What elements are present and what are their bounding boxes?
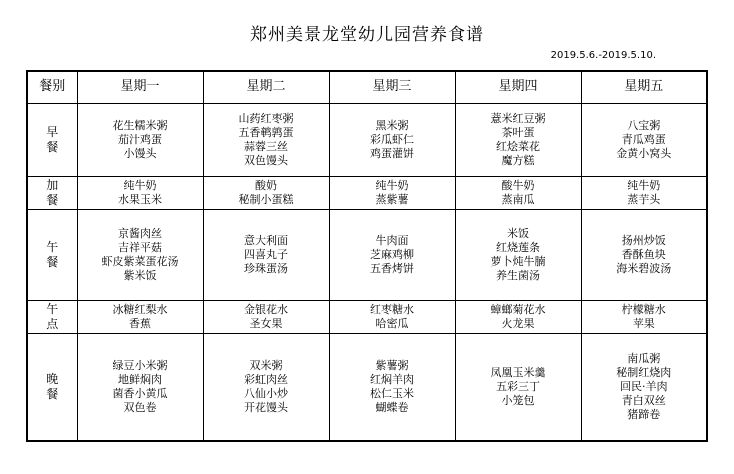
dish-item: 苹果 xyxy=(632,316,655,330)
dish-item: 芝麻鸡柳 xyxy=(370,247,414,261)
dish-list xyxy=(370,303,414,331)
meal-label xyxy=(28,178,77,208)
menu-cell-monday xyxy=(77,176,203,209)
menu-cell-monday xyxy=(77,300,203,333)
meal-label-char: 餐 xyxy=(46,192,59,207)
menu-cell-friday xyxy=(581,209,707,300)
meal-label-char: 餐 xyxy=(46,386,59,401)
dish-item: 猪蹄卷 xyxy=(627,407,661,421)
day-header-friday: 星期五 xyxy=(581,71,707,103)
dish-item: 萝卜炖牛腩 xyxy=(490,254,546,268)
dish-item: 红烧莲条 xyxy=(496,240,540,254)
dish-item: 酸牛奶 xyxy=(501,178,535,192)
dish-item: 魔方糕 xyxy=(501,153,535,167)
dish-item: 彩瓜虾仁 xyxy=(370,132,414,146)
dish-item: 青白双丝 xyxy=(621,393,666,407)
meal-label-char: 餐 xyxy=(46,254,59,269)
meal-label-cell xyxy=(27,103,77,176)
menu-cell-friday xyxy=(581,103,707,176)
meal-label-cell xyxy=(27,300,77,333)
dish-item: 菌香小黄瓜 xyxy=(112,386,168,400)
header-row xyxy=(27,71,707,103)
dish-item: 纯牛奶 xyxy=(627,178,661,192)
dish-item: 红枣糖水 xyxy=(370,302,414,316)
dish-item: 纯牛奶 xyxy=(375,178,409,192)
dish-item: 双色馒头 xyxy=(244,153,288,167)
dish-item: 金黄小窝头 xyxy=(616,146,672,160)
dish-item: 紫米饭 xyxy=(123,268,157,282)
menu-cell-wednesday xyxy=(329,209,455,300)
dish-item: 凤凰玉米羹 xyxy=(490,365,546,379)
meal-column-header: 餐别 xyxy=(27,71,77,103)
menu-cell-thursday xyxy=(455,333,581,441)
meal-label-char: 点 xyxy=(46,316,59,331)
table-row xyxy=(27,209,707,300)
dish-item: 蒜蓉三丝 xyxy=(244,139,288,153)
dish-list xyxy=(616,119,671,161)
menu-cell-monday xyxy=(77,333,203,441)
menu-table xyxy=(26,70,708,442)
dish-item: 金银花水 xyxy=(244,302,288,316)
dish-list xyxy=(370,119,414,161)
dish-list xyxy=(239,179,294,207)
dish-item: 地鲜焖肉 xyxy=(118,372,162,386)
dish-item: 松仁玉米 xyxy=(370,386,414,400)
menu-body xyxy=(27,103,707,441)
dish-item: 回民·羊肉 xyxy=(620,379,668,393)
day-header-wednesday: 星期三 xyxy=(329,71,455,103)
dish-item: 吉祥平菇 xyxy=(118,240,162,254)
meal-label xyxy=(28,372,77,402)
dish-item: 四喜丸子 xyxy=(244,247,288,261)
dish-list xyxy=(370,359,414,415)
table-row xyxy=(27,300,707,333)
dish-list xyxy=(244,359,288,415)
menu-cell-friday xyxy=(581,176,707,209)
dish-item: 五彩三丁 xyxy=(496,379,540,393)
meal-label xyxy=(28,240,77,270)
dish-item: 彩虹肉丝 xyxy=(244,372,288,386)
menu-cell-tuesday xyxy=(203,300,329,333)
dish-item: 纯牛奶 xyxy=(123,178,157,192)
menu-cell-thursday xyxy=(455,176,581,209)
day-header-thursday: 星期四 xyxy=(455,71,581,103)
dish-item: 双米粥 xyxy=(249,358,283,372)
meal-label-cell xyxy=(27,333,77,441)
dish-item: 八仙小炒 xyxy=(244,386,288,400)
meal-label-cell xyxy=(27,176,77,209)
date-range: 2019.5.6.-2019.5.10. xyxy=(550,50,656,61)
dish-item: 虾皮紫菜蛋花汤 xyxy=(101,254,179,268)
dish-item: 八宝粥 xyxy=(627,118,661,132)
dish-item: 蝴蝶卷 xyxy=(375,400,409,414)
dish-list xyxy=(376,179,409,207)
menu-cell-tuesday xyxy=(203,176,329,209)
dish-item: 蒸紫薯 xyxy=(375,192,409,206)
menu-cell-tuesday xyxy=(203,209,329,300)
dish-item: 鸡蛋灌饼 xyxy=(370,146,414,160)
dish-item: 蟑螂菊花水 xyxy=(490,302,546,316)
dish-list xyxy=(113,303,168,331)
meal-label xyxy=(28,125,77,155)
day-header-tuesday: 星期二 xyxy=(203,71,329,103)
dish-item: 蒸南瓜 xyxy=(501,192,535,206)
dish-item: 黑米粥 xyxy=(375,118,409,132)
menu-cell-wednesday xyxy=(329,300,455,333)
dish-item: 绿豆小米粥 xyxy=(112,358,168,372)
meal-label-char: 午 xyxy=(46,301,59,316)
meal-label-cell xyxy=(27,209,77,300)
dish-item: 花生糯米粥 xyxy=(112,118,168,132)
meal-label-char: 加 xyxy=(46,177,59,192)
dish-item: 水果玉米 xyxy=(118,192,162,206)
dish-item: 柠檬糖水 xyxy=(621,302,666,316)
dish-item: 火龙果 xyxy=(501,316,535,330)
dish-list xyxy=(102,227,179,283)
dish-list xyxy=(491,366,546,408)
page-title: 郑州美景龙堂幼儿园营养食谱 xyxy=(250,25,484,45)
dish-list xyxy=(491,227,546,283)
dish-list xyxy=(113,119,168,161)
dish-list xyxy=(491,112,546,168)
dish-item: 米饭 xyxy=(507,226,529,240)
dish-list xyxy=(491,303,546,331)
dish-list xyxy=(244,303,288,331)
dish-item: 茶叶蛋 xyxy=(501,125,535,139)
dish-list xyxy=(370,234,414,276)
menu-cell-tuesday xyxy=(203,333,329,441)
dish-item: 红焖羊肉 xyxy=(370,372,414,386)
dish-list xyxy=(118,179,162,207)
menu-cell-thursday xyxy=(455,103,581,176)
dish-item: 开花馒头 xyxy=(244,400,288,414)
meal-label-char: 晚 xyxy=(46,371,59,386)
menu-cell-friday xyxy=(581,300,707,333)
dish-item: 山药红枣粥 xyxy=(238,111,294,125)
menu-cell-monday xyxy=(77,209,203,300)
dish-item: 海米碧波汤 xyxy=(616,261,672,275)
menu-cell-wednesday xyxy=(329,333,455,441)
dish-item: 牛肉面 xyxy=(375,233,409,247)
dish-item: 秘制红烧肉 xyxy=(616,365,672,379)
menu-cell-wednesday xyxy=(329,176,455,209)
menu-cell-tuesday xyxy=(203,103,329,176)
dish-item: 酸奶 xyxy=(255,178,277,192)
dish-list xyxy=(616,352,671,422)
dish-item: 哈密瓜 xyxy=(375,316,409,330)
dish-item: 青瓜鸡蛋 xyxy=(621,132,666,146)
dish-item: 京酱肉丝 xyxy=(118,226,162,240)
dish-item: 香蕉 xyxy=(129,316,151,330)
meal-label-char: 餐 xyxy=(46,139,59,154)
dish-list xyxy=(239,112,294,168)
dish-list xyxy=(502,179,535,207)
dish-item: 薏米红豆粥 xyxy=(490,111,546,125)
dish-item: 茄汁鸡蛋 xyxy=(118,132,162,146)
table-row xyxy=(27,103,707,176)
dish-list xyxy=(113,359,168,415)
dish-list xyxy=(622,303,666,331)
dish-item: 珍珠蛋汤 xyxy=(244,261,288,275)
dish-item: 扬州炒饭 xyxy=(621,233,666,247)
dish-item: 紫薯粥 xyxy=(375,358,409,372)
dish-list xyxy=(244,234,288,276)
dish-list xyxy=(627,179,660,207)
meal-label-char: 早 xyxy=(46,124,59,139)
dish-item: 南瓜粥 xyxy=(627,351,661,365)
dish-item: 五香鹌鹑蛋 xyxy=(238,125,294,139)
menu-cell-friday xyxy=(581,333,707,441)
menu-cell-thursday xyxy=(455,209,581,300)
meal-label-char: 午 xyxy=(46,239,59,254)
dish-item: 双色卷 xyxy=(123,400,157,414)
table-row xyxy=(27,176,707,209)
dish-item: 意大利面 xyxy=(244,233,288,247)
dish-item: 小馒头 xyxy=(123,146,157,160)
dish-item: 秘制小蛋糕 xyxy=(238,192,294,206)
dish-item: 五香烤饼 xyxy=(370,261,414,275)
dish-item: 红烩菜花 xyxy=(496,139,540,153)
dish-item: 养生菌汤 xyxy=(496,268,540,282)
menu-cell-monday xyxy=(77,103,203,176)
dish-item: 小笼包 xyxy=(501,393,535,407)
table-row xyxy=(27,333,707,441)
dish-list xyxy=(616,234,671,276)
dish-item: 冰糖红梨水 xyxy=(112,302,168,316)
dish-item: 圣女果 xyxy=(249,316,283,330)
meal-label xyxy=(28,302,77,332)
menu-cell-thursday xyxy=(455,300,581,333)
menu-cell-wednesday xyxy=(329,103,455,176)
day-header-monday: 星期一 xyxy=(77,71,203,103)
dish-item: 香酥鱼块 xyxy=(621,247,666,261)
dish-item: 蒸芋头 xyxy=(627,192,661,206)
